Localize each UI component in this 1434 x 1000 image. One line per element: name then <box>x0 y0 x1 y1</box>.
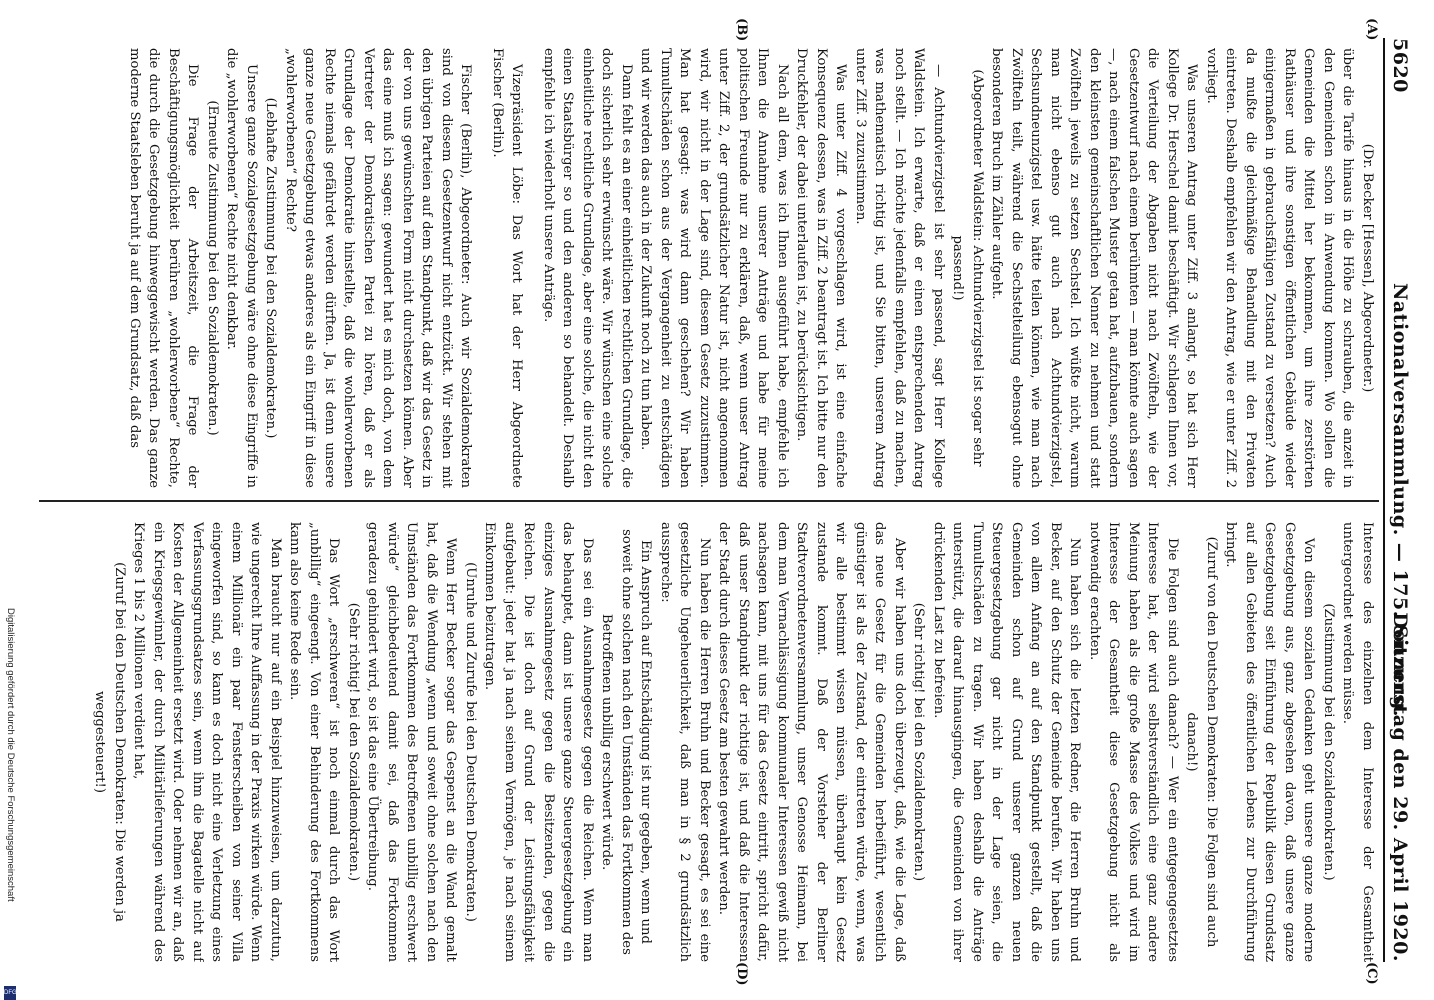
page-number: 5620 <box>1389 38 1411 93</box>
paragraph: Man braucht nur auf ein Beispiel hinzuweisen, um darzutun, wie ungerecht Ihre Auffassung in der Praxis wirken würde. Wenn einem Millionär ein paar Fensterscheiben von seiner Villa eingeworfen sind, so kann es doch nicht eine Verletzung eines Verfassungsgrundsatzes sein, wenn ihm die Bagatelle nicht auf Kosten der Allgemeinheit ersetzt wird. Oder nehmen wir an, daß ein Kriegsgewinnler, der durch Militärlieferungen während des Krieges 1 bis 2 Millionen verdient hat, <box>131 522 283 962</box>
paragraph: Was unseren Antrag unter Ziff. 3 anlangt, so hat sich Herr Kollege Dr. Herschel damit beschäftigt. Wir schlagen Ihnen vor, die Verteilung der Abgaben nicht nach Zwölfteln, wie der Gesetzentwurf nach einem berühmten — man könnte auch sagen —, nach einem falschen Muster getan hat, aufzubauen, sondern den kleinsten gemeinschaftlichen Nenner zu nehmen und statt Zwölfteln jeweils zu setzen Sechstel. Ich wüßte nicht, warum man nicht ebenso gut auch nach Achtundvierzigstel, Sechsundneunzigstel usw. hätte teilen können, wie man nach Zwölfteln teilt, während die Sechstelteilung ebensogut ohne besonderen Bruch im Zähler aufgeht. <box>989 48 1200 488</box>
margin-marker-c: (C) <box>1364 962 1379 985</box>
paragraph: Was unter Ziff. 4 vorgeschlagen wird, ist eine einfache Konsequenz dessen, was in Ziff. 2 beantragt ist. Ich bitte nur den Druckfehler, der dabei unterlaufen ist, zu berücksichtigen. <box>794 48 849 488</box>
paragraph: Unsere ganze Sozialgesetzgebung wäre ohne diese Eingriffe in die „wohlerworbenen“ Rechte nicht denkbar. <box>224 48 259 488</box>
paragraph: — Achtundvierzigstel ist sehr passend, sagt Herr Kollege Waldstein. Ich erwarte, daß er einen entsprechenden Antrag noch stellt. — Ich möchte jedenfalls empfehlen, daß zu machen, was mathematisch richtig ist, und Sie bitten, unserem Antrag unter Ziff. 3 zuzustimmen. <box>853 48 946 488</box>
digitization-credit <box>4 608 16 996</box>
paragraph: Vizepräsident Löbe: Das Wort hat der Herr Abgeordnete Fischer (Berlin). <box>490 48 525 488</box>
paragraph: Die Frage der Arbeitszeit, die Frage der Beschäftigungsmöglichkeit berühren „wohlerworbene“ Rechte, die durch die Gesetzgebung hinweggewischt werden. Das ganze moderne Staatsleben beruht ja auf dem Grundsatz, daß das <box>127 48 201 488</box>
paragraph: Nach all dem, was ich Ihnen ausgeführt habe, empfehle ich Ihnen die Annahme unserer Anträge und habe für meine politischen Freunde nur zu erklären, daß, wenn unser Antrag unter Ziff. 2, der grundsätzlicher Natur ist, nicht angenommen wird, wir nicht in der Lage sind, diesem Gesetz zuzustimmen. Man hat gesagt: was wird dann geschehen? Wir haben Tumultschäden schon aus der Vergangenheit zu entschädigen und wir werden das auch in der Zukunft noch zu tun haben. <box>638 48 790 488</box>
page-header <box>1383 38 1411 962</box>
paragraph: Das Wort „erschweren“ ist noch einmal durch das Wort „unbillig“ eingeengt. Von einer Behinderung des Fortkommens kann also keine Rede sein. <box>287 522 342 962</box>
paragraph: Aber wir haben uns doch überzeugt, daß, wie die Lage, daß das neue Gesetz für die Gemeinden herbeiführt, wesentlich günstiger ist als der Zustand, der eintreten würde, wenn, was wir alle bestimmt wissen müssen, überhaupt kein Gesetz zustande kommt. Daß der Vorsteher der Berliner Stadtverordnetenversammlung, unser Genosse Heimann, bei dem man Vernachlässigung kommunaler Interessen gewiß nicht nachsagen kann, mit uns für das Gesetz eintritt, spricht dafür, daß unser Standpunkt der richtige ist, und daß die Interessen der Stadt durch dieses Gesetz am besten gewahrt werden. <box>716 522 907 962</box>
paragraph: (Sehr richtig! bei den Sozialdemokraten.) <box>346 602 361 882</box>
paragraph: (Erneute Zustimmung bei den Sozialdemokraten.) <box>205 100 220 436</box>
paragraph: Interesse des einzelnen dem Interesse der Gesamtheit untergeordnet werden müsse. <box>1340 522 1375 962</box>
paragraph: Ein Anspruch auf Entschädigung ist nur gegeben, wenn und soweit ohne solchen nach den Umständen das Fortkommen des Betroffenen unbillig erschwert würde. <box>599 529 654 955</box>
margin-marker-b: (B) <box>734 18 749 42</box>
paragraph: (Zuruf bei den Deutschen Demokraten: Die werden ja weggesteuert!) <box>92 562 127 922</box>
paragraph: Fischer (Berlin), Abgeordneter: Auch wir Sozialdemokraten sind von diesem Gesetzentwurf nicht entzückt. Wir stehen mit den übrigen Parteien auf dem Standpunkt, daß wir das Gesetz in der von uns gewünschten Form nicht durchsetzen können. Aber das eine muß ich sagen: gewundert hat es mich doch, von dem Vertreter der Demokratischen Partei zu hören, daß er als Grundlage der Demokratie hinstellte, daß die wohlerworbenen Rechte niemals gefährdet werden dürften. Ja, ist denn unsere ganze neue Gesetzgebung etwas anderes als ein Eingriff in diese „wohlerworbenen“ Rechte? <box>283 48 474 488</box>
paragraph: Die Folgen sind auch danach? — Wer ein entgegengesetztes Interesse hat, der wird selbstverständlich eine ganz andere Meinung haben als die große Masse des Volkes und wird im Interesse der Gesamtheit diese Gesetzgebung nicht als notwendig erachten. <box>1087 522 1180 962</box>
paragraph: über die Tarife hinaus in die Höhe zu schrauben, die anzeit in den Gemeinden schon in Anwendung kommen. Wo sollen die Gemeinden die Mittel her bekommen, um ihre zerstörten Rathäuser und ihre sonstigen öffentlichen Gebäude wieder einigermaßen in gebrauchsfähigen Zustand zu versetzen? Auch da mußte die gleichmäßige Behandlung mit den Privaten eintreten. Deshalb empfehlen wir den Antrag, wie er unter Ziff. 2 vorliegt. <box>1204 48 1356 488</box>
paragraph: Nun haben die Herren Bruhn und Becker gesagt, es sei eine gesetzliche Ungeheuerlichkeit, daß man in § 2 grundsätzlich ausspreche: <box>658 522 712 962</box>
paragraph: (Zustimmung bei den Sozialdemokraten.) <box>1321 603 1336 881</box>
paragraph: (Lebhafte Zustimmung bei den Sozialdemokraten.) <box>263 97 279 439</box>
credit-text: Digitalisierung gefördert durch die Deutsche Forschungsgemeinschaft <box>5 608 16 902</box>
paragraph: (Abgeordneter Waldstein: Achtundvierzigstel ist sogar sehr passend!) <box>950 69 985 467</box>
paragraph: Von diesem sozialen Gedanken geht unsere ganze moderne Gesetzgebung aus, ganz abgesehen davon, daß unsere ganze Gesetzgebung seit Einführung der Republik diesen Grundsatz auf allen Gebieten des öffentlichen Lebens zur Durchführung bringt. <box>1223 522 1317 962</box>
session-title: Nationalversammlung. — 175. Sitzung. <box>1389 283 1411 717</box>
paragraph: Das sei ein Ausnahmegesetz gegen die Reichen. Wenn man das behauptet, dann ist unsere ganze Steuergesetzgebung ein einziges Ausnahmegesetz gegen die Besitzenden, gegen die Reichen. Die ist doch auf Grund der Leistungsfähigkeit aufgebaut: jeder hat ja nach seinem Vermögen, je nach seinem Einkommen beizutragen. <box>482 522 595 962</box>
margin-marker-a: (A) <box>1364 18 1379 41</box>
margin-marker-d: (D) <box>734 962 749 986</box>
session-date: Donnerstag den 29. April 1920. <box>1389 612 1411 962</box>
paragraph: Nun haben sich die letzten Redner, die Herren Bruhn und Becker, auf den Schutz der Gemeinde berufen. Wir haben uns von allem Anfang an auf den Standpunkt gestellt, daß die Gemeinden schon auf Grund unserer ganzen neuen Steuergesetzgebung gar nicht in der Lage seien, die Tumultschäden zu tragen. Wir haben deshalb die Anträge unterstützt, die darauf hinausgingen, die Gemeinden von ihrer drückenden Last zu befreien. <box>931 522 1083 962</box>
dfg-logo: DFG <box>4 986 16 1000</box>
paragraph: (Unruhe und Zurufe bei den Deutschen Demokraten.) <box>463 562 478 922</box>
paragraph: Dann fehlt es an einer einheitlichen rechtlichen Grundlage, die doch sicherlich sehr erwünscht wäre. Wir wünschen eine solche einheitliche rechtliche Grundlage, aber eine solche, die nicht den einen Staatsbürger so und den anderen so behandelt. Deshalb empfehle ich wiederholt unsere Anträge. <box>541 48 634 488</box>
paragraph: (Dr. Becker [Hessen], Abgeordneter.) <box>1360 143 1375 393</box>
right-column <box>41 522 1377 962</box>
document-page <box>21 14 1413 986</box>
paragraph: (Sehr richtig! bei den Sozialdemokraten.) <box>911 602 927 882</box>
left-column <box>41 48 1377 488</box>
paragraph: (Zuruf von den Deutschen Demokraten: Die Folgen sind auch danach!) <box>1184 536 1219 948</box>
column-divider <box>39 500 1379 502</box>
paragraph: Wenn Herr Becker sogar das Gespenst an die Wand gemalt hat, daß die Wendung „wenn und soweit ohne solchen nach den Umständen das Fortkommen des Betroffenen unbillig erschwert würde“ gleichbedeutend damit sei, daß das Fortkommen geradezu gehindert wird, so ist das eine Übertreibung. <box>365 522 459 962</box>
